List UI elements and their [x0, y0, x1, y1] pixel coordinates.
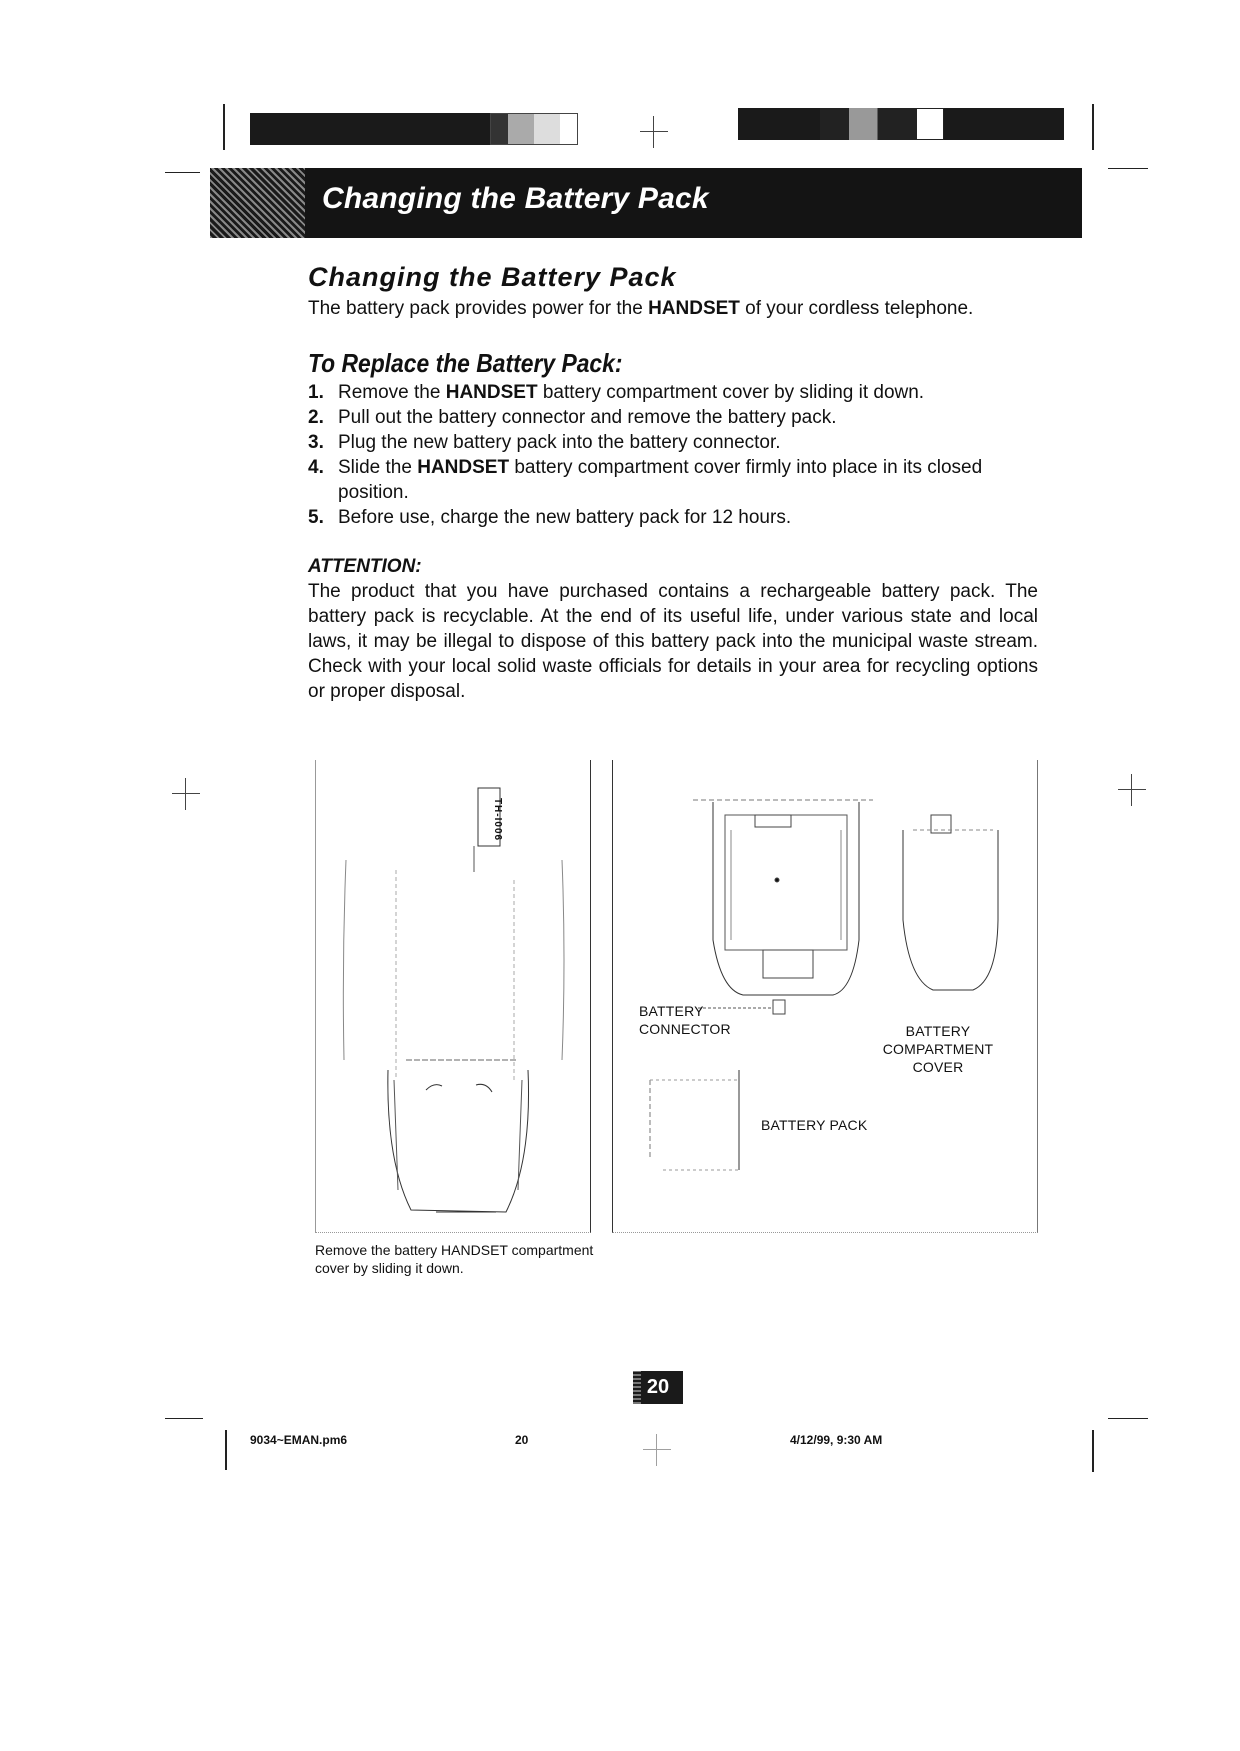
banner-title: Changing the Battery Pack [322, 182, 709, 215]
footer-timestamp: 4/12/99, 9:30 AM [790, 1433, 883, 1447]
replace-title: To Replace the Battery Pack: [308, 348, 623, 378]
crop-mark [1108, 1418, 1148, 1419]
crop-mark [1092, 104, 1094, 150]
list-item: 4. Slide the HANDSET battery compartment cover firmly into place in its closed position. [308, 457, 983, 503]
list-item: 1. Remove the HANDSET battery compartment cover by sliding it down. [308, 382, 925, 403]
registration-crosshair [166, 774, 206, 814]
header-banner [210, 168, 1082, 238]
registration-crosshair [637, 1430, 677, 1470]
banner-pattern [210, 168, 305, 238]
crop-mark [165, 172, 200, 173]
section-title: Changing the Battery Pack [308, 262, 677, 292]
footer-page: 20 [515, 1433, 529, 1447]
battery-figure [612, 760, 1038, 1233]
registration-crosshair [634, 112, 674, 152]
crop-mark [225, 1430, 227, 1470]
color-bar-left [250, 113, 490, 145]
color-bar-right-end [944, 108, 1064, 140]
crop-mark [223, 104, 225, 150]
attention-text: The product that you have purchased contains a rechargeable battery pack. The battery pack is recyclable. At the end of its useful life, under various state and local laws, it may be illegal to dispose of this battery pack into the municipal waste stream. Check with your local solid waste officials for details in your area for recycling options or proper disposal. [308, 581, 1038, 702]
handset-figure [315, 760, 591, 1233]
list-item: 2. Pull out the battery connector and remove the battery pack. [308, 407, 837, 428]
registration-crosshair [1112, 770, 1152, 810]
battery-illustration [613, 760, 1037, 1232]
crop-mark [1092, 1430, 1094, 1472]
list-item: 3. Plug the new battery pack into the battery connector. [308, 432, 781, 453]
crop-mark [1108, 168, 1148, 169]
replace-steps [308, 380, 1048, 530]
page-number-badge: 20 [633, 1371, 683, 1404]
footer-filename: 9034~EMAN.pm6 [250, 1433, 348, 1447]
compartment-cover-label: BATTERY COMPARTMENT COVER [882, 1023, 994, 1075]
handset-illustration [316, 760, 590, 1232]
crop-mark [165, 1418, 203, 1419]
color-bar-right-white [916, 108, 944, 140]
section-intro: The battery pack provides power for the HANDSET of your cordless telephone. [308, 298, 974, 319]
color-bar-right [738, 108, 820, 140]
battery-connector-label: BATTERY CONNECTOR [639, 1003, 731, 1037]
attention-label: ATTENTION: [308, 556, 422, 577]
figure-caption: Remove the battery HANDSET compartment cover by sliding it down. [315, 1242, 594, 1276]
handset-model-label: TH-I006 [492, 797, 504, 842]
list-item: 5. Before use, charge the new battery pack for 12 hours. [308, 507, 792, 528]
color-bar-right-swatch [820, 108, 916, 140]
color-bar-left-swatch [490, 113, 578, 145]
battery-pack-label: BATTERY PACK [761, 1117, 868, 1133]
